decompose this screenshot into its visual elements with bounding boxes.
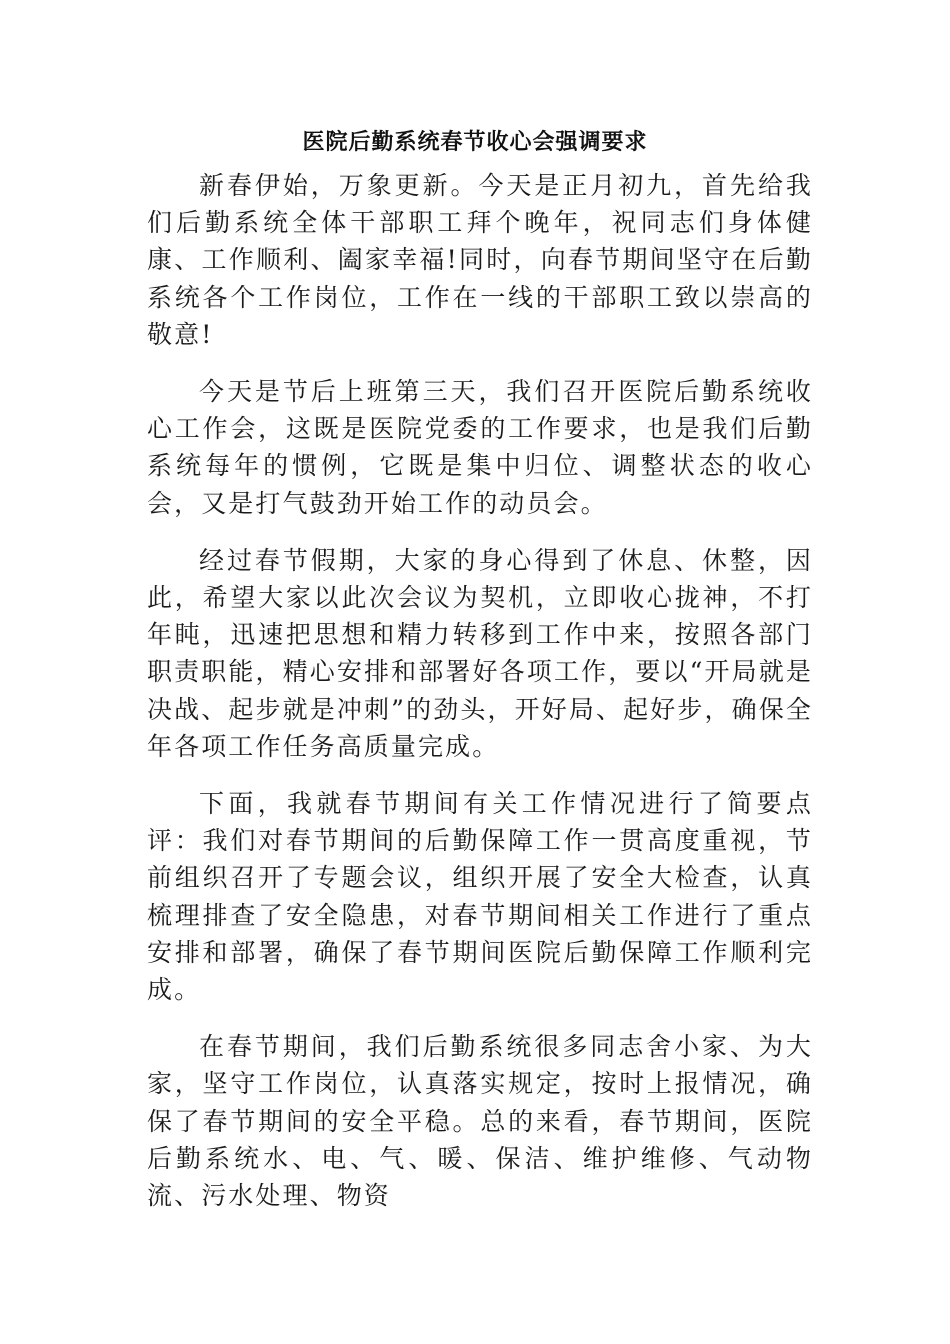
document-body — [147, 167, 813, 1234]
document-title: 医院后勤系统春节收心会强调要求 — [302, 129, 648, 155]
paragraph-2: 今天是节后上班第三天，我们召开医院后勤系统收心工作会，这既是医院党委的工作要求，也是我们后勤系统每年的惯例，它既是集中归位、调整状态的收心会，又是打气鼓劲开始工作的动员会。 — [147, 377, 813, 518]
paragraph-1: 新春伊始，万象更新。今天是正月初九，首先给我们后勤系统全体干部职工拜个晚年，祝同志们身体健康、工作顺利、阖家幸福!同时，向春节期间坚守在后勤系统各个工作岗位，工作在一线的干部职工致以崇高的敬意! — [147, 171, 813, 349]
paragraph-5: 在春节期间，我们后勤系统很多同志舍小家、为大家，坚守工作岗位，认真落实规定，按时上报情况，确保了春节期间的安全平稳。总的来看，春节期间，医院后勤系统水、电、气、暖、保洁、维护维修、气动物流、污水处理、物资 — [147, 1032, 813, 1211]
paragraph-3: 经过春节假期，大家的身心得到了休息、休整，因此，希望大家以此次会议为契机，立即收心拢神，不打年盹，迅速把思想和精力转移到工作中来，按照各部门职责职能，精心安排和部署好各项工作，要以“开局就是决战、起步就是冲刺”的劲头，开好局、起好步，确保全年各项工作任务高质量完成。 — [147, 545, 813, 761]
paragraph-4: 下面，我就春节期间有关工作情况进行了简要点评：我们对春节期间的后勤保障工作一贯高度重视，节前组织召开了专题会议，组织开展了安全大检查，认真梳理排查了安全隐患，对春节期间相关工作进行了重点安排和部署，确保了春节期间医院后勤保障工作顺利完成。 — [147, 789, 813, 1005]
